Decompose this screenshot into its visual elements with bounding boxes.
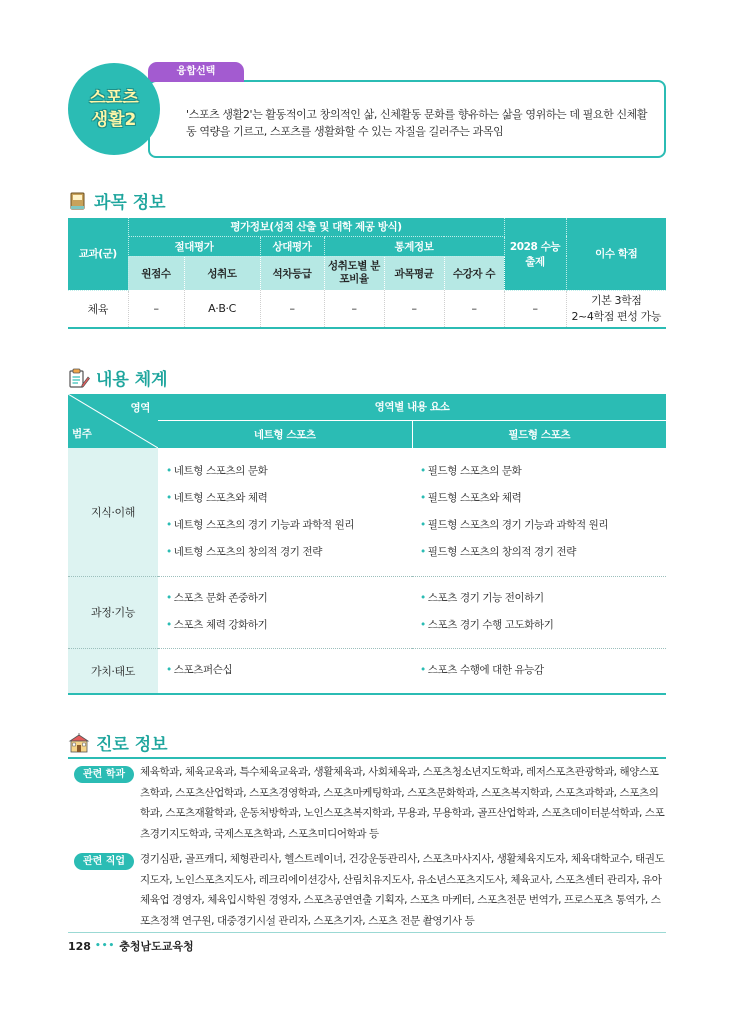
subject-title-line2: 생활2 — [91, 110, 137, 130]
clipboard-pencil-icon — [68, 368, 90, 388]
header-num-students: 수강자 수 — [444, 256, 504, 290]
subject-description: '스포츠 생활2'는 활동적이고 창의적인 삶, 신체활동 문화를 향유하는 삶을 영위하는 데 필요한 신체활동 역량을 기르고, 스포츠를 생활화할 수 있는 자질을 길러주는 과목임 — [186, 108, 648, 138]
related-jobs-text: 경기심판, 골프캐디, 체형관리사, 헬스트레이너, 건강운동관리사, 스포츠마사지사, 생활체육지도자, 체육대학교수, 태권도 지도자, 노인스포츠지도사, 레크리에이션강사, 산림치유지도사, 유소년스포츠지도사, 체육교사, 스포츠센터 관리자, 유아체육업 경영자, 체육입시학원 경영자, 스포츠공연연출 기획자, 스포츠 마케터, 스포츠전문 번역가, 프로스포츠 통역가, 스포츠정책 연구원, 대중경기시설 관리자, 스포츠기자, 스포츠 전문 촬영기사 등 — [140, 853, 665, 927]
row-process — [68, 576, 666, 648]
category-process: 과정·기능 — [68, 576, 158, 648]
header-corner — [68, 394, 158, 448]
list-item: • 스포츠 문화 존중하기 — [166, 592, 268, 604]
cell-credits-line1: 기본 3학점 — [590, 293, 642, 307]
header-achievement-dist: 성취도별 분포비율 — [324, 256, 384, 290]
list-item: • 네트형 스포츠의 경기 기능과 과학적 원리 — [166, 518, 355, 531]
list-item: • 네트형 스포츠의 창의적 경기 전략 — [166, 545, 322, 558]
cell-num-students: – — [444, 290, 504, 328]
header-category: 교과(군) — [68, 218, 128, 290]
net-items-knowledge — [158, 448, 412, 576]
school-building-icon — [68, 733, 90, 753]
header-category: 범주 — [72, 428, 92, 440]
subject-title-circle — [68, 63, 160, 155]
cell-raw-score: – — [128, 290, 184, 328]
list-item: • 스포츠 경기 기능 전이하기 — [420, 592, 544, 604]
footer-dots: ••• — [94, 941, 116, 951]
header-raw-score: 원점수 — [128, 256, 184, 290]
field-items-process — [412, 576, 666, 648]
publisher: 충청남도교육청 — [119, 940, 194, 953]
cell-rank: – — [260, 290, 324, 328]
list-item: • 필드형 스포츠와 체력 — [420, 491, 522, 504]
header-stats: 통계정보 — [324, 236, 504, 256]
cell-achievement: A·B·C — [184, 290, 260, 328]
header-credits: 이수 학점 — [566, 218, 666, 290]
subject-info-heading — [68, 188, 166, 213]
subject-title-line1: 스포츠 — [89, 88, 139, 108]
list-item: • 스포츠퍼슨십 — [166, 664, 233, 677]
cell-credits-line2: 2~4학점 편성 가능 — [571, 309, 662, 323]
book-icon — [68, 191, 88, 211]
list-item: • 스포츠 체력 강화하기 — [166, 619, 268, 631]
list-item: • 필드형 스포츠의 문화 — [420, 464, 522, 477]
cell-category: 체육 — [68, 290, 128, 328]
category-values: 가치·태도 — [68, 648, 158, 694]
header-relative: 상대평가 — [260, 236, 324, 256]
career-info-heading — [68, 730, 168, 755]
content-system-table — [68, 394, 666, 695]
career-bottom-divider — [68, 932, 666, 933]
header-absolute: 절대평가 — [128, 236, 260, 256]
related-jobs-label: 관련 직업 — [74, 853, 134, 870]
content-system-title: 내용 체계 — [96, 370, 168, 390]
net-items-process — [158, 576, 412, 648]
header-eval-info: 평가정보(성적 산출 및 대학 제공 방식) — [128, 218, 504, 236]
related-majors-text: 체육학과, 체육교육과, 특수체육교육과, 생활체육과, 사회체육과, 스포츠청소년지도학과, 레저스포츠관광학과, 해양스포츠학과, 스포츠산업학과, 스포츠경영학과, 스포츠마케팅학과, 스포츠문화학과, 스포츠복지학과, 스포츠과학과, 스포츠의학과, 스포츠재활학과, 운동처방학과, 노인스포츠복지학과, 무용과, 무용학과, 골프산업학과, 스포츠데이터분석학과, 스포츠경기지도학과, 국제스포츠학과, 스포츠미디어학과 등 — [140, 766, 665, 840]
header-field-sports: 필드형 스포츠 — [412, 420, 666, 448]
header-rank: 석차등급 — [260, 256, 324, 290]
list-item: • 네트형 스포츠와 체력 — [166, 491, 268, 504]
header-domain-elements: 영역별 내용 요소 — [158, 394, 666, 420]
cell-credits — [566, 290, 666, 328]
header-achievement: 성취도 — [184, 256, 260, 290]
cell-course-avg: – — [384, 290, 444, 328]
header-domain: 영역 — [130, 402, 150, 414]
list-item: • 필드형 스포츠의 경기 기능과 과학적 원리 — [420, 518, 609, 531]
page-number: 128 — [68, 939, 91, 953]
list-item: • 스포츠 경기 수행 고도화하기 — [420, 619, 554, 631]
cell-achievement-dist: – — [324, 290, 384, 328]
career-info-title: 진로 정보 — [96, 735, 168, 755]
list-item: • 네트형 스포츠의 문화 — [166, 464, 268, 477]
header-csat: 2028 수능 출제 — [504, 218, 566, 290]
career-top-divider — [68, 757, 666, 759]
row-values — [68, 648, 666, 694]
net-items-values — [158, 648, 412, 694]
header-net-sports: 네트형 스포츠 — [158, 420, 412, 448]
list-item: • 스포츠 수행에 대한 유능감 — [420, 664, 544, 677]
row-knowledge — [68, 448, 666, 576]
related-majors-label: 관련 학과 — [74, 766, 134, 783]
field-items-values — [412, 648, 666, 694]
subject-info-title: 과목 정보 — [94, 193, 166, 213]
content-system-heading — [68, 365, 168, 390]
category-knowledge: 지식·이해 — [68, 448, 158, 576]
list-item: • 필드형 스포츠의 창의적 경기 전략 — [420, 545, 576, 558]
subject-description-box — [148, 80, 666, 158]
header-course-avg: 과목평균 — [384, 256, 444, 290]
page-footer — [68, 938, 194, 954]
field-items-knowledge — [412, 448, 666, 576]
cell-csat: – — [504, 290, 566, 328]
course-type-badge: 융합선택 — [148, 62, 244, 82]
subject-info-table — [68, 218, 666, 329]
